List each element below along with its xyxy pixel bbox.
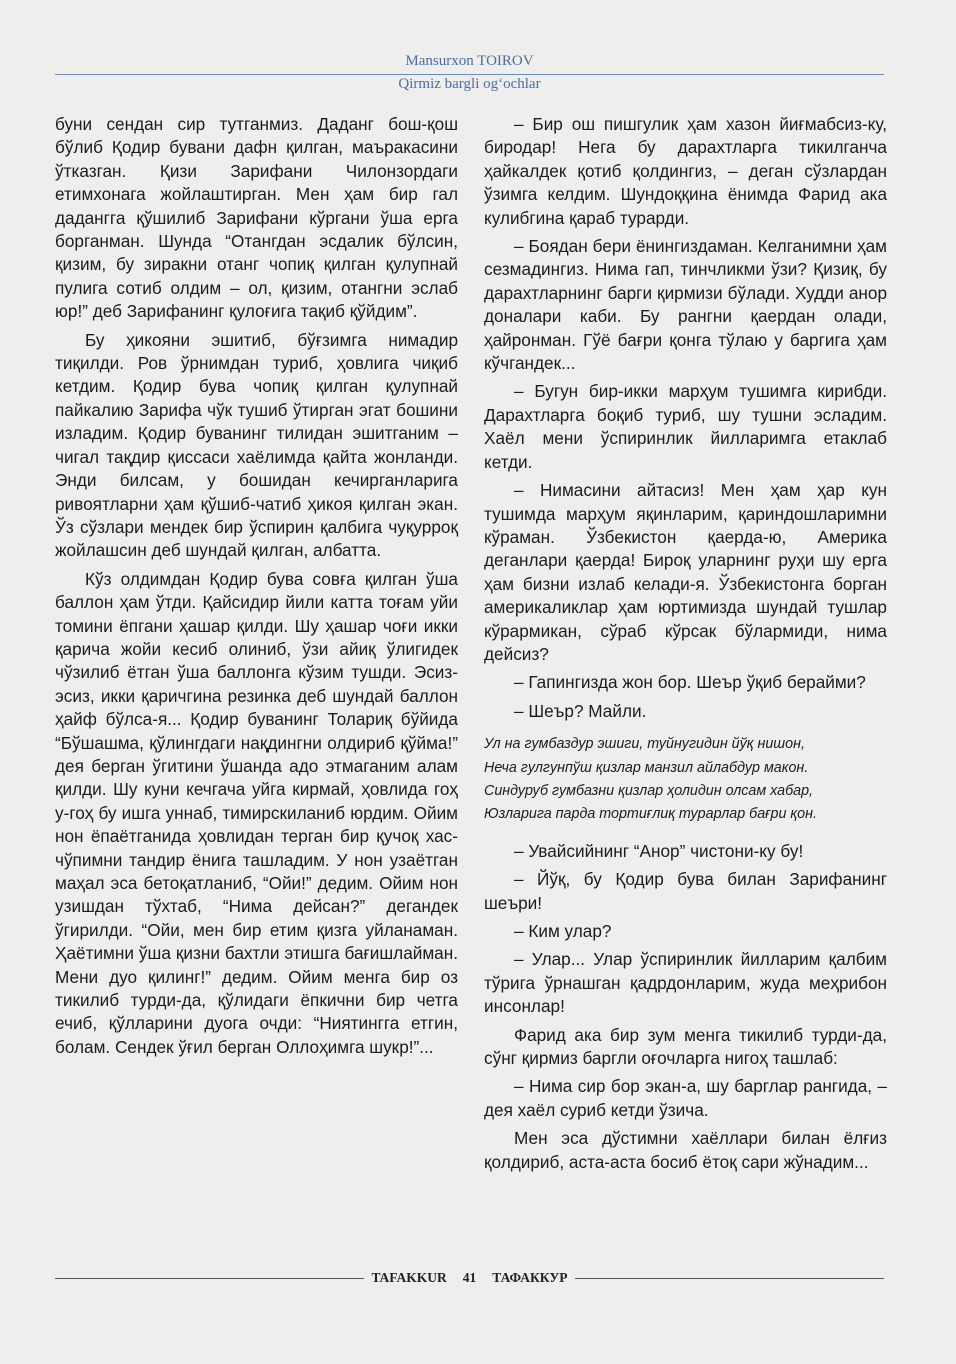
magazine-name-latin: TAFAKKUR — [371, 1270, 447, 1285]
paragraph: буни сендан сир тутганмиз. Даданг бош-қош бўлиб Қодир бувани дафн қилган, маъракасини ўтказган. Қизи Зарифани Чилонзордаги етимхонага жойлаштирган. Мен ҳам бир гал дадангга қўшилиб Зарифани кўргани ўша ерга борганман. Шунда “Отангдан эсдалик бўлсин, қизим, бу зиракни отанг чопиқ қилган қулупнай пулига сотиб олдим – ол, қизим, отангни эслаб юр!” деб Зарифанинг қулоғига тақиб қўйдим”. — [55, 114, 458, 322]
dialogue-line: – Нимасини айтасиз! Мен ҳам ҳар кун тушимда марҳум яқинларим, қариндошларимни кўраман. Ўзбекистон қаерда-ю, Америка деганлари қаерда! Бироқ уларнинг руҳи шу ерга ҳам бизни излаб келади-я. Ўзбекистонга борган америкаликлар ҳам юртимизда шундай тушлар кўрармикан, сўраб кўрсак бўлармиди, нима дейсиз? — [484, 480, 887, 664]
verse-line: Юзларига парда тортиғлиқ турарлар бағри қон. — [484, 806, 817, 823]
dialogue-line: – Бугун бир-икки марҳум тушимга кирибди. Дарахтларга боқиб туриб, шу тушни эсладим. Хаёл мени ўспиринлик йилларимга етаклаб кетди. — [484, 381, 887, 472]
story-title: Qirmiz bargli og‘ochlar — [398, 76, 541, 92]
footer-rule-left — [55, 1278, 364, 1279]
paragraph: Кўз олдимдан Қодир бува совға қилган ўша баллон ҳам ўтди. Қайсидир йили катта тоғам уйи томини ёпгани ҳашар қилди. Шу ҳашар чоғи икки қарича жойи кесиб олиниб, ўзи айиқ ўлигидек чўзилиб ётган ўша баллонга кўзим тушди. Эсиз-эсиз, икки қаричгина резинка деб шундай баллон ҳайф бўлса-я... Қодир буванинг Толариқ бўйида “Бўшашма, қўлингдаги нақдингни олдириб қўйма!” дея берган ўгитини ўшанда адо этмаганим алам қилди. Шу куни кечгача уйга кирмай, ҳовлида гоҳ у-гоҳ бу ишга уннаб, тимирскиланиб юрдим. Ойим нон ёпаётганида ҳовлидан терган бир қучоқ хас-чўпимни тандир ёнига ташладим. У нон узаётган маҳал эса бетоқатланиб, “Ойи!” дедим. Ойим нон узишдан тўхтаб, “Нима дейсан?” дегандек ўгирилди. “Ойи, мен бир етим қизга уйланаман. Ҳаётимни ўша қизни бахтли этишга бағишлайман. Мени дуо қилинг!” дедим. Ойим менга бир оз тикилиб турди-да, қўлидаги ёпкични бир четга ечиб, қўлларини дуога очди: “Ниятингга етгин, болам. Сендек ўғил берган Оллоҳимга шукр!”... — [55, 568, 458, 1057]
footer-rule-right — [575, 1278, 884, 1279]
dialogue-line: – Улар... Улар ўспиринлик йилларим қалбим тўрига ўрнашган қадрдонларим, жуда меҳрибон инсонлар! — [484, 949, 887, 1017]
page-footer — [55, 1270, 884, 1286]
right-column — [484, 113, 887, 1179]
left-column — [55, 113, 458, 1064]
running-header — [55, 50, 884, 93]
page-number: 41 — [462, 1270, 477, 1285]
dialogue-line: – Боядан бери ёнингиздаман. Келганимни ҳам сезмадингиз. Нима гап, тинчликми ўзи? Қизиқ, бу дарахтларнинг барги қирмизи бўлади. Худди анор доналари каби. Бу рангни қаердан олади, ҳайронман. Гўё бағри қонга тўлаю у баргига ҳам кўчгандек... — [484, 236, 887, 374]
verse-line: Ул на гумбаздур эшиги, туйнугидин йўқ нишон, — [484, 736, 805, 753]
dialogue-line: – Увайсийнинг “Анор” чистони-ку бу! — [514, 840, 804, 861]
verse-line: Синдуруб гумбазни қизлар ҳолидин олсам хабар, — [484, 782, 813, 799]
magazine-name-cyrillic: ТАФАККУР — [492, 1270, 568, 1285]
dialogue-line: – Гапингизда жон бор. Шеър ўқиб берайми? — [514, 672, 866, 693]
dialogue-line: – Нима сир бор экан-а, шу барглар рангида, – дея хаёл суриб кетди ўзича. — [484, 1076, 887, 1120]
author-name: Mansurxon TOIROV — [405, 53, 534, 69]
paragraph: Фарид ака бир зум менга тикилиб турди-да, сўнг қирмиз баргли оғочларга нигоҳ ташлаб: — [484, 1024, 887, 1069]
verse-line: Неча гулгунпўш қизлар манзил айлабдур макон. — [484, 759, 809, 776]
dialogue-line: – Йўқ, бу Қодир бува билан Зарифанинг шеъри! — [484, 869, 887, 913]
dialogue-line: – Бир ош пишгулик ҳам хазон йиғмабсиз-ку, биродар! Нега бу дарахтларга тикилганча ҳайкалдек қотиб қолдингиз, – деган сўзлардан ўзимга келдим. Шундоққина ёнимда Фарид ака кулибгина қараб турарди. — [484, 114, 887, 228]
dialogue-line: – Ким улар? — [514, 921, 612, 941]
paragraph: Бу ҳикояни эшитиб, бўғзимга нимадир тиқилди. Ров ўрнимдан туриб, ҳовлига чиқиб кетдим. Қодир бува чопиқ қилган қулупнай пайкалию Зарифа чўк тушиб ўтирган эгат бошини изладим. Қодир буванинг тилидан эшитганим – чигал тақдир қиссаси хаёлимда қайта жонланди. Энди билсам, у бошидан кечирганларига ривоятларни ҳам қўшиб-чатиб ҳикоя қилган экан. Ўз сўзлари мендек бир ўспирин қалбига чуқурроқ жойлашсин деб шундай қилган, албатта. — [55, 329, 458, 561]
paragraph: Мен эса дўстимни хаёллари билан ёлғиз қолдириб, аста-аста босиб ётоқ сари жўнадим... — [484, 1128, 887, 1172]
dialogue-line: – Шеър? Майли. — [514, 700, 647, 721]
poem-verse — [484, 733, 887, 827]
